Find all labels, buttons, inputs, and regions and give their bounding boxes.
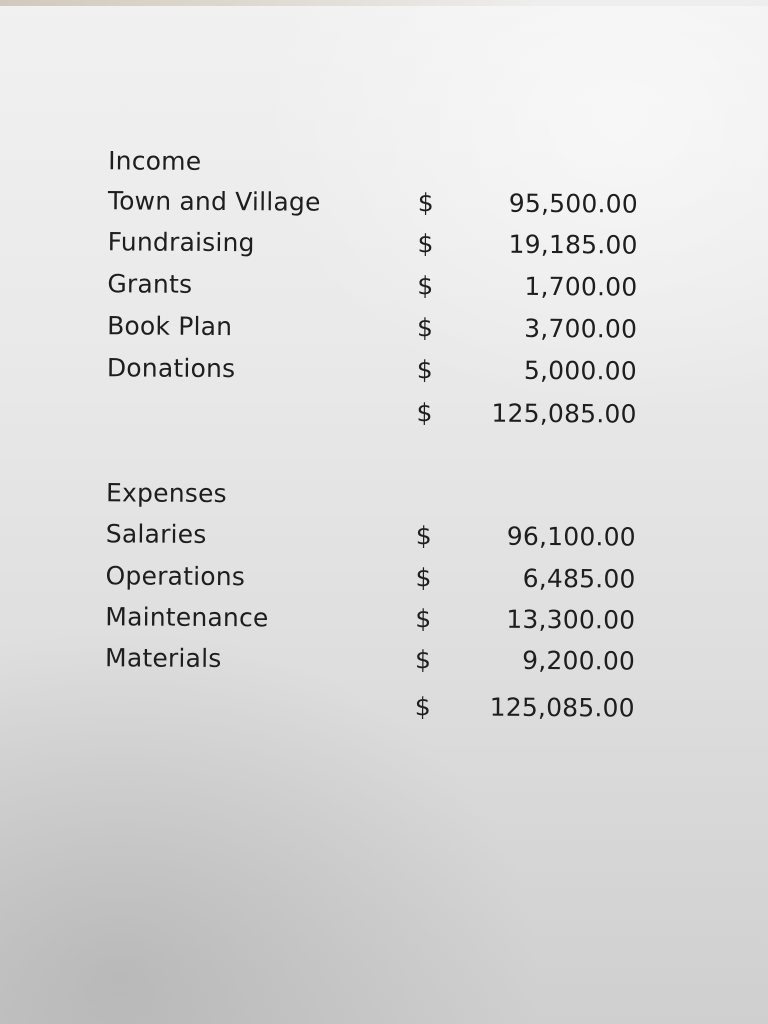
currency-symbol: $ bbox=[417, 188, 435, 218]
currency-symbol: $ bbox=[417, 271, 434, 301]
currency-symbol: $ bbox=[415, 521, 432, 551]
currency-symbol: $ bbox=[416, 313, 434, 343]
income-label: Book Plan bbox=[107, 311, 233, 342]
income-label: Fundraising bbox=[107, 227, 255, 258]
currency-symbol: $ bbox=[414, 645, 432, 675]
expense-amount: 96,100.00 bbox=[506, 521, 636, 552]
expense-label: Operations bbox=[105, 561, 246, 592]
income-row-grants bbox=[1, 269, 768, 308]
expenses-row-materials bbox=[0, 643, 767, 682]
expense-amount: 9,200.00 bbox=[522, 645, 636, 676]
income-label: Town and Village bbox=[107, 186, 321, 217]
currency-symbol: $ bbox=[417, 229, 434, 259]
income-label: Donations bbox=[106, 353, 236, 384]
currency-symbol: $ bbox=[415, 604, 432, 634]
currency-symbol: $ bbox=[415, 563, 432, 593]
expense-amount: 6,485.00 bbox=[522, 563, 636, 594]
expense-label: Materials bbox=[105, 643, 222, 674]
expenses-total-amount: 125,085.00 bbox=[489, 692, 635, 723]
income-row-town-and-village bbox=[2, 186, 768, 225]
expenses-heading: Expenses bbox=[106, 478, 227, 509]
expenses-row-operations bbox=[0, 561, 768, 600]
currency-symbol: $ bbox=[416, 355, 434, 385]
expense-label: Salaries bbox=[105, 519, 207, 549]
expense-label: Maintenance bbox=[105, 602, 269, 633]
income-amount: 1,700.00 bbox=[524, 271, 638, 302]
expenses-row-maintenance bbox=[0, 602, 767, 641]
expense-amount: 13,300.00 bbox=[506, 604, 636, 635]
income-amount: 3,700.00 bbox=[524, 313, 638, 344]
income-total-row bbox=[0, 396, 768, 435]
income-heading: Income bbox=[108, 146, 202, 176]
income-amount: 95,500.00 bbox=[508, 188, 638, 219]
income-total-amount: 125,085.00 bbox=[491, 398, 637, 429]
expenses-total-row bbox=[0, 690, 767, 729]
expenses-row-salaries bbox=[0, 519, 768, 558]
currency-symbol: $ bbox=[414, 692, 431, 722]
income-label: Grants bbox=[107, 269, 193, 299]
income-amount: 5,000.00 bbox=[523, 355, 637, 386]
income-row-fundraising bbox=[2, 227, 768, 266]
income-row-donations bbox=[1, 353, 768, 392]
currency-symbol: $ bbox=[416, 398, 433, 428]
income-amount: 19,185.00 bbox=[508, 229, 638, 260]
income-row-book-plan bbox=[1, 311, 768, 350]
